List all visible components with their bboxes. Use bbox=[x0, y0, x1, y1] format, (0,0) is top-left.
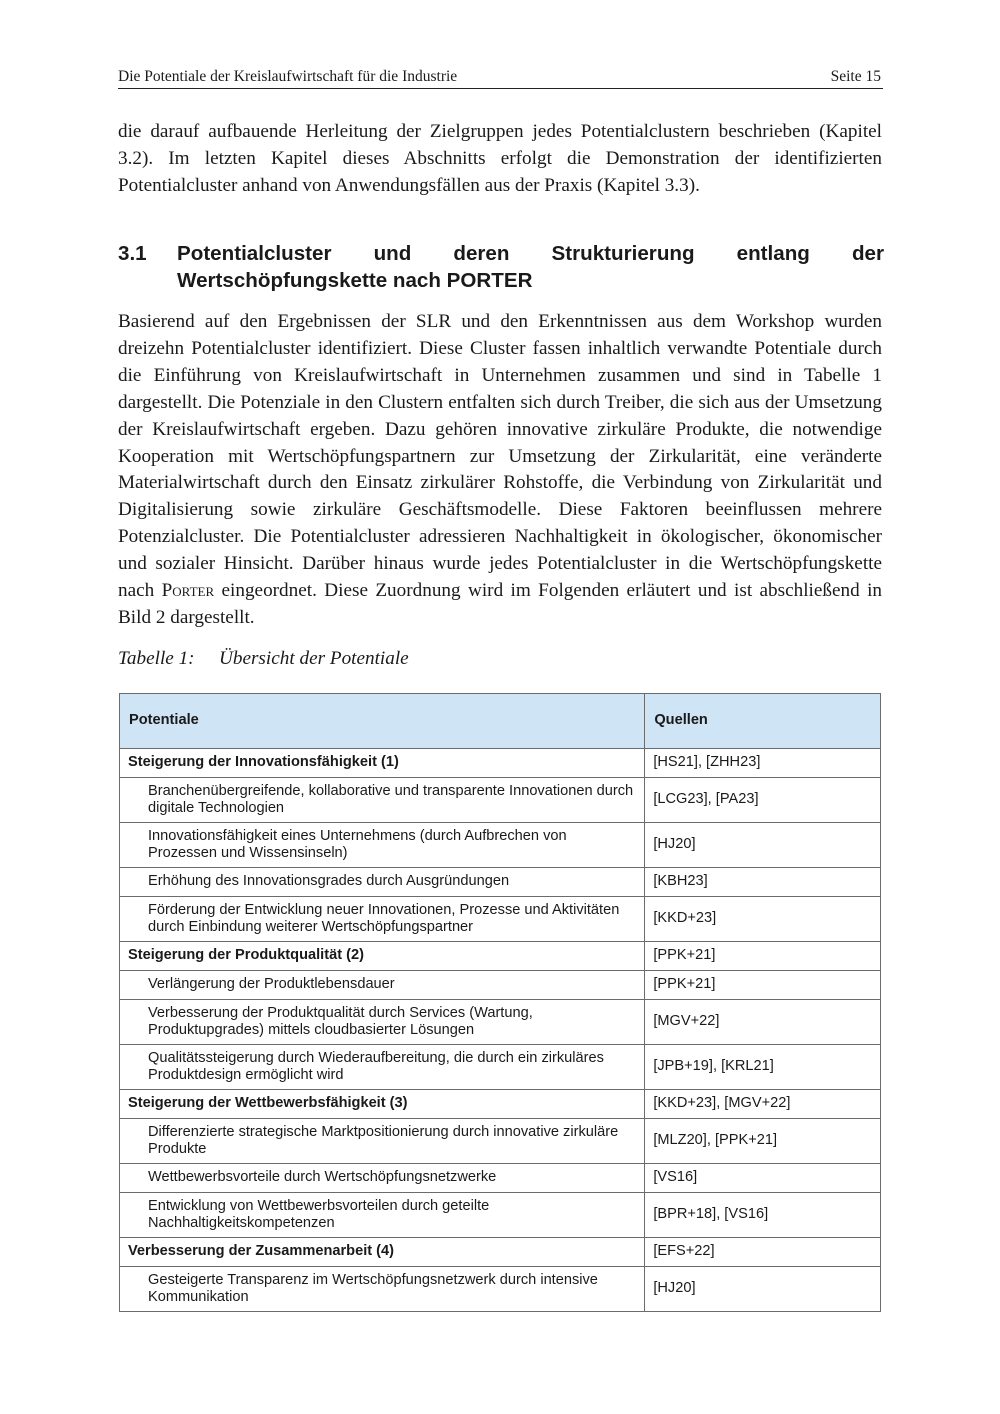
sources-cell: [JPB+19], [KRL21] bbox=[645, 1045, 881, 1090]
sources-cell: [HJ20] bbox=[645, 1267, 881, 1312]
table-row bbox=[120, 749, 881, 778]
body-paragraph bbox=[118, 309, 882, 632]
table-row bbox=[120, 971, 881, 1000]
sources-cell: [EFS+22] bbox=[645, 1238, 881, 1267]
sources-cell: [HS21], [ZHH23] bbox=[645, 749, 881, 778]
sources-cell: [PPK+21] bbox=[645, 971, 881, 1000]
potential-cell: Verbesserung der Zusammenarbeit (4) bbox=[120, 1238, 645, 1267]
table-row bbox=[120, 1119, 881, 1164]
potential-cell: Wettbewerbsvorteile durch Wertschöpfungsnetzwerke bbox=[120, 1164, 645, 1193]
sources-cell: [MGV+22] bbox=[645, 1000, 881, 1045]
header-sources: Quellen bbox=[645, 694, 881, 749]
table-header-row bbox=[120, 694, 881, 749]
potential-cell: Entwicklung von Wettbewerbsvorteilen durch geteilte Nachhaltigkeitskompetenzen bbox=[120, 1193, 645, 1238]
table-row bbox=[120, 1238, 881, 1267]
sources-cell: [KKD+23] bbox=[645, 897, 881, 942]
potential-cell: Verbesserung der Produktqualität durch Services (Wartung, Produktupgrades) mittels cloudbasierter Lösungen bbox=[120, 1000, 645, 1045]
table-row bbox=[120, 868, 881, 897]
potential-cell: Verlängerung der Produktlebensdauer bbox=[120, 971, 645, 1000]
section-number: 3.1 bbox=[118, 242, 147, 265]
table-row bbox=[120, 897, 881, 942]
body-text-before: Basierend auf den Ergebnissen der SLR und den Erkenntnissen aus dem Workshop wurden dreizehn Potentialcluster identifiziert. Diese Cluster fassen inhaltlich verwandte Potentiale durch die Einführung von Kreislaufwirtschaft in Unternehmen zusammen und sind in Tabelle 1 dargestellt. Die Potenziale in den Clustern entfalten sich durch Treiber, die sich aus der Umsetzung der Kreislaufwirtschaft ergeben. Dazu gehören innovative zirkuläre Produkte, die notwendige Kooperation mit Wertschöpfungspartnern zur Umsetzung der Zirkularität, eine veränderte Materialwirtschaft durch den Einsatz zirkulärer Rohstoffe, die Verbindung von Zirkularität und Digitalisierung sowie zirkuläre Geschäftsmodelle. Diese Faktoren beeinflussen mehrere Potenzialcluster. Die Potentialcluster adressieren Nachhaltigkeit in ökologischer, ökonomischer und sozialer Hinsicht. Darüber hinaus wurde jedes Potentialcluster in die Wertschöpfungskette nach bbox=[118, 311, 882, 602]
sources-cell: [PPK+21] bbox=[645, 942, 881, 971]
table-row bbox=[120, 778, 881, 823]
potential-cell: Differenzierte strategische Marktpositionierung durch innovative zirkuläre Produkte bbox=[120, 1119, 645, 1164]
potential-cell: Steigerung der Produktqualität (2) bbox=[120, 942, 645, 971]
header-title: Die Potentiale der Kreislaufwirtschaft für die Industrie bbox=[118, 68, 458, 85]
potential-cell: Steigerung der Wettbewerbsfähigkeit (3) bbox=[120, 1090, 645, 1119]
section-heading bbox=[118, 240, 884, 294]
potential-cell: Gesteigerte Transparenz im Wertschöpfungsnetzwerk durch intensive Kommunikation bbox=[120, 1267, 645, 1312]
table-row bbox=[120, 942, 881, 971]
potential-cell: Qualitätssteigerung durch Wiederaufbereitung, die durch ein zirkuläres Produktdesign ermöglicht wird bbox=[120, 1045, 645, 1090]
sources-cell: [HJ20] bbox=[645, 823, 881, 868]
potential-cell: Branchenübergreifende, kollaborative und transparente Innovationen durch digitale Technologien bbox=[120, 778, 645, 823]
sources-cell: [BPR+18], [VS16] bbox=[645, 1193, 881, 1238]
caption-label: Tabelle 1: bbox=[118, 648, 195, 669]
table-row bbox=[120, 823, 881, 868]
body-text-after: eingeordnet. Diese Zuordnung wird im Folgenden erläutert und ist abschließend in Bild 2 dargestellt. bbox=[118, 580, 882, 628]
potentials-table bbox=[119, 693, 881, 1312]
table-row bbox=[120, 1090, 881, 1119]
table-row bbox=[120, 1267, 881, 1312]
header-potentials: Potentiale bbox=[120, 694, 645, 749]
intro-paragraph: die darauf aufbauende Herleitung der Zielgruppen jedes Potentialclustern beschrieben (Kapitel 3.2). Im letzten Kapitel dieses Abschnitts erfolgt die Demonstration der identifizierten Potentialcluster anhand von Anwendungsfällen aus der Praxis (Kapitel 3.3). bbox=[118, 121, 882, 196]
caption-text: Übersicht der Potentiale bbox=[219, 648, 409, 669]
potential-cell: Erhöhung des Innovationsgrades durch Ausgründungen bbox=[120, 868, 645, 897]
sources-cell: [KKD+23], [MGV+22] bbox=[645, 1090, 881, 1119]
page-header bbox=[118, 62, 883, 89]
table-row bbox=[120, 1193, 881, 1238]
potential-cell: Steigerung der Innovationsfähigkeit (1) bbox=[120, 749, 645, 778]
potential-cell: Innovationsfähigkeit eines Unternehmens (durch Aufbrechen von Prozessen und Wissensinseln) bbox=[120, 823, 645, 868]
page-number: Seite 15 bbox=[830, 68, 881, 85]
table-row bbox=[120, 1164, 881, 1193]
section-title: Potentialcluster und deren Strukturierung entlang der Wertschöpfungskette nach PORTER bbox=[177, 242, 884, 292]
sources-cell: [KBH23] bbox=[645, 868, 881, 897]
sources-cell: [LCG23], [PA23] bbox=[645, 778, 881, 823]
table-row bbox=[120, 1000, 881, 1045]
table-row bbox=[120, 1045, 881, 1090]
sources-cell: [VS16] bbox=[645, 1164, 881, 1193]
potential-cell: Förderung der Entwicklung neuer Innovationen, Prozesse und Aktivitäten durch Einbindung weiterer Wertschöpfungspartner bbox=[120, 897, 645, 942]
porter-name: Porter bbox=[161, 580, 215, 602]
sources-cell: [MLZ20], [PPK+21] bbox=[645, 1119, 881, 1164]
table-caption bbox=[118, 646, 409, 672]
